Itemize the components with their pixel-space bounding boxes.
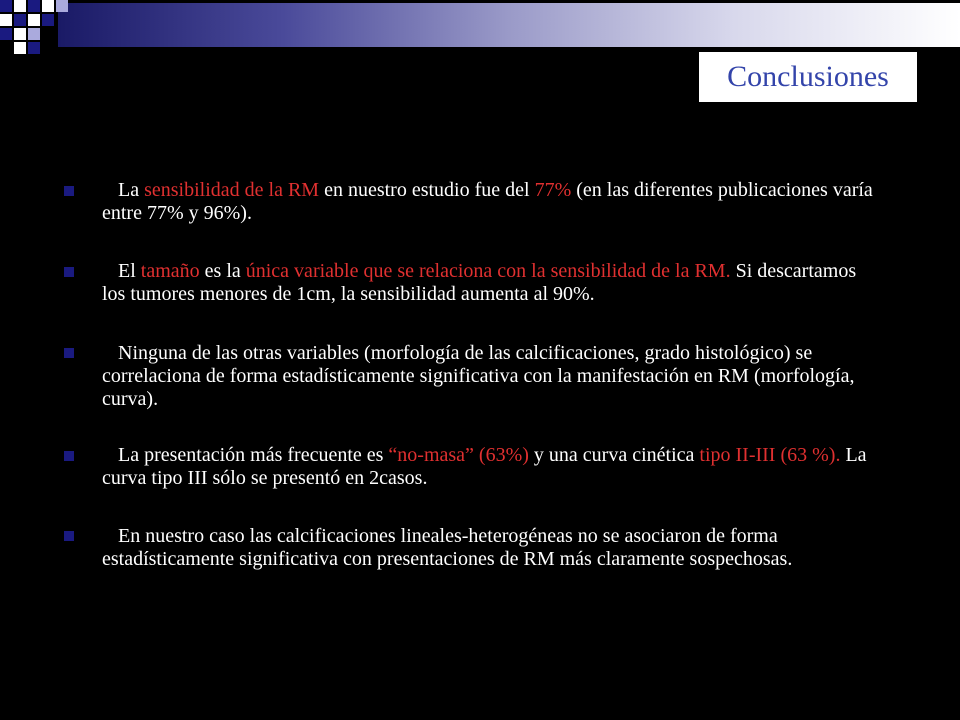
bullet-marker	[64, 186, 74, 196]
highlighted-text: 77%	[534, 179, 572, 201]
bullet-text	[102, 179, 882, 225]
bullet-text	[102, 342, 882, 411]
bullet-marker	[64, 451, 74, 461]
title-box	[698, 51, 918, 103]
body-text: Ninguna de las otras variables (morfología de las calcificaciones, grado histológico) se correlaciona de forma estadísticamente significativa con la manifestación en RM (morfología, curva).	[102, 342, 855, 410]
bullet-marker	[64, 531, 74, 541]
body-text: en nuestro estudio fue del	[319, 179, 535, 201]
highlighted-text: tipo II-III (63 %).	[699, 444, 841, 466]
highlighted-text: “no-masa” (63%)	[388, 444, 529, 466]
body-text: El	[118, 260, 141, 282]
body-text: En nuestro caso las calcificaciones lineales-heterogéneas no se asociaron de forma estadísticamente significativa con presentaciones de RM más claramente sospechosas.	[102, 525, 793, 570]
highlighted-text: única variable que se relaciona con la sensibilidad de la RM.	[245, 260, 731, 282]
body-text: es la	[199, 260, 246, 282]
body-text: La curva tipo III sólo se presentó en 2casos.	[102, 444, 867, 489]
decorative-squares	[0, 0, 80, 60]
body-text: y una curva cinética	[528, 444, 700, 466]
bullet-marker	[64, 267, 74, 277]
slide-title: Conclusiones	[727, 60, 889, 93]
body-text: (en las diferentes publicaciones varía entre 77% y 96%).	[102, 179, 873, 224]
highlighted-text: sensibilidad de la RM	[144, 179, 320, 201]
body-text: Si descartamos los tumores menores de 1cm, la sensibilidad aumenta al 90%.	[102, 260, 857, 305]
bullet-marker	[64, 348, 74, 358]
body-text: La	[118, 179, 145, 201]
body-text: La presentación más frecuente es	[118, 444, 389, 466]
header-gradient-bar	[58, 3, 960, 47]
highlighted-text: tamaño	[140, 260, 200, 282]
bullet-text	[102, 260, 882, 306]
bullet-text	[102, 444, 882, 490]
bullet-text	[102, 525, 882, 571]
